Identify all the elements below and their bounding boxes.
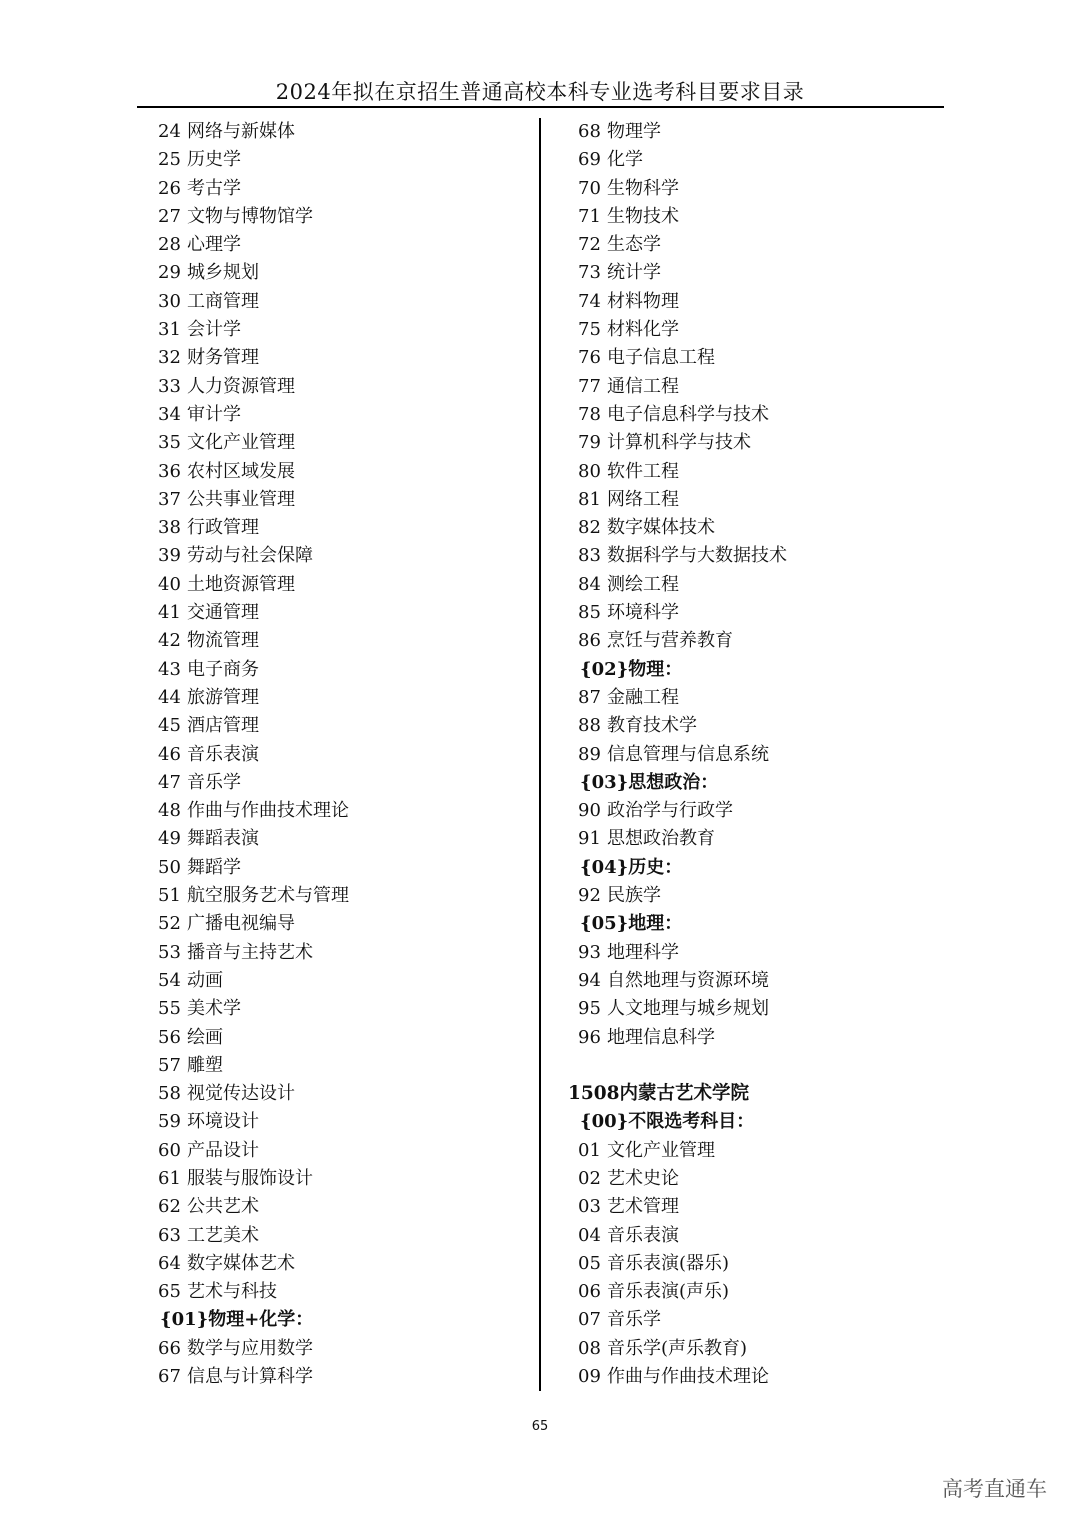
major-number: 58 (158, 1083, 181, 1105)
major-name: 交通管理 (187, 602, 259, 624)
major-name: 旅游管理 (187, 686, 259, 708)
major-number: 33 (158, 375, 181, 397)
major-item (158, 259, 349, 287)
major-item (578, 967, 787, 995)
major-number: 42 (158, 630, 181, 652)
major-number: 93 (578, 941, 601, 963)
major-number: 60 (158, 1139, 181, 1161)
major-name: 艺术管理 (607, 1196, 679, 1218)
major-item (158, 429, 349, 457)
major-item (578, 486, 787, 514)
major-number: 31 (158, 319, 181, 341)
major-name: 文化产业管理 (607, 1139, 715, 1161)
major-name: 服装与服饰设计 (187, 1167, 313, 1189)
major-number: 56 (158, 1026, 181, 1048)
major-name: 动画 (187, 969, 223, 991)
major-item (158, 882, 349, 910)
major-number: 81 (578, 488, 601, 510)
major-number: 68 (578, 121, 601, 142)
major-item (158, 1165, 349, 1193)
major-name: 网络与新媒体 (187, 121, 295, 142)
major-number: 28 (158, 234, 181, 256)
school-code: 1508 (568, 1083, 620, 1105)
major-name: 数字媒体艺术 (187, 1252, 295, 1274)
major-item (578, 259, 787, 287)
major-number: 07 (578, 1309, 601, 1331)
subject-requirement-header (578, 1108, 787, 1136)
major-number: 70 (578, 177, 601, 199)
major-number: 50 (158, 856, 181, 878)
major-number: 87 (578, 686, 601, 708)
major-item (578, 1363, 787, 1391)
major-name: 自然地理与资源环境 (607, 969, 769, 991)
major-item (158, 854, 349, 882)
major-name: 计算机科学与技术 (607, 432, 751, 454)
major-name: 测绘工程 (607, 573, 679, 595)
subject-requirement-label: {04}历史： (580, 856, 683, 878)
blank-line (578, 1052, 787, 1080)
major-number: 72 (578, 234, 601, 256)
major-name: 文化产业管理 (187, 432, 295, 454)
major-name: 物理学 (607, 121, 661, 142)
major-number: 75 (578, 319, 601, 341)
major-number: 59 (158, 1111, 181, 1133)
major-number: 44 (158, 686, 181, 708)
major-name: 舞蹈表演 (187, 828, 259, 850)
major-item (578, 627, 787, 655)
major-number: 29 (158, 262, 181, 284)
major-item (158, 1363, 349, 1391)
major-name: 政治学与行政学 (607, 800, 733, 822)
major-item (578, 344, 787, 372)
major-name: 财务管理 (187, 347, 259, 369)
major-number: 78 (578, 403, 601, 425)
major-number: 88 (578, 715, 601, 737)
major-number: 65 (158, 1281, 181, 1303)
major-item (158, 1080, 349, 1108)
major-name: 视觉传达设计 (187, 1083, 295, 1105)
major-item (158, 1278, 349, 1306)
major-name: 工商管理 (187, 290, 259, 312)
major-item (578, 514, 787, 542)
major-number: 94 (578, 969, 601, 991)
major-number: 53 (158, 941, 181, 963)
major-name: 航空服务艺术与管理 (187, 885, 349, 907)
major-number: 27 (158, 205, 181, 227)
major-name: 土地资源管理 (187, 573, 295, 595)
major-name: 地理信息科学 (607, 1026, 715, 1048)
major-item (158, 825, 349, 853)
major-number: 61 (158, 1167, 181, 1189)
major-item (578, 1193, 787, 1221)
major-number: 64 (158, 1252, 181, 1274)
subject-requirement-label: {05}地理： (580, 913, 683, 935)
major-name: 公共艺术 (187, 1196, 259, 1218)
major-number: 32 (158, 347, 181, 369)
major-name: 地理科学 (607, 941, 679, 963)
major-name: 农村区域发展 (187, 460, 295, 482)
major-number: 26 (158, 177, 181, 199)
major-item (158, 1222, 349, 1250)
major-name: 广播电视编导 (187, 913, 295, 935)
subject-requirement-header (578, 910, 787, 938)
major-name: 音乐学 (187, 771, 241, 793)
major-number: 69 (578, 149, 601, 171)
major-name: 酒店管理 (187, 715, 259, 737)
major-number: 01 (578, 1139, 601, 1161)
major-name: 生物科学 (607, 177, 679, 199)
major-item (158, 712, 349, 740)
major-name: 电子信息工程 (607, 347, 715, 369)
major-number: 02 (578, 1167, 601, 1189)
major-name: 数学与应用数学 (187, 1337, 313, 1359)
major-item (158, 995, 349, 1023)
major-number: 49 (158, 828, 181, 850)
major-item (578, 146, 787, 174)
major-item (578, 373, 787, 401)
major-number: 30 (158, 290, 181, 312)
major-number: 52 (158, 913, 181, 935)
major-number: 41 (158, 602, 181, 624)
major-item (578, 797, 787, 825)
major-name: 心理学 (187, 234, 241, 256)
major-number: 04 (578, 1224, 601, 1246)
major-name: 艺术与科技 (187, 1281, 277, 1303)
major-name: 统计学 (607, 262, 661, 284)
major-item (578, 401, 787, 429)
subject-requirement-header (578, 854, 787, 882)
major-name: 信息与计算科学 (187, 1366, 313, 1388)
major-name: 音乐学(声乐教育) (607, 1337, 748, 1359)
major-item (578, 1222, 787, 1250)
school-heading (568, 1080, 787, 1108)
major-number: 73 (578, 262, 601, 284)
major-number: 84 (578, 573, 601, 595)
major-name: 作曲与作曲技术理论 (607, 1366, 769, 1388)
major-number: 03 (578, 1196, 601, 1218)
major-number: 45 (158, 715, 181, 737)
major-number: 40 (158, 573, 181, 595)
major-item (158, 344, 349, 372)
major-item (578, 684, 787, 712)
major-number: 57 (158, 1054, 181, 1076)
major-item (158, 373, 349, 401)
major-item (158, 627, 349, 655)
subject-requirement-label: {02}物理： (580, 658, 683, 680)
major-number: 09 (578, 1366, 601, 1388)
major-number: 92 (578, 885, 601, 907)
major-item (158, 118, 349, 146)
major-item (578, 316, 787, 344)
title-rule (137, 106, 944, 108)
major-number: 34 (158, 403, 181, 425)
major-name: 信息管理与信息系统 (607, 743, 769, 765)
major-item (158, 656, 349, 684)
major-item (578, 458, 787, 486)
major-number: 67 (158, 1366, 181, 1388)
major-item (578, 995, 787, 1023)
major-name: 通信工程 (607, 375, 679, 397)
major-item (158, 939, 349, 967)
major-item (578, 1024, 787, 1052)
major-number: 82 (578, 517, 601, 539)
major-name: 生态学 (607, 234, 661, 256)
major-item (578, 542, 787, 570)
major-number: 54 (158, 969, 181, 991)
subject-requirement-label: {03}思想政治： (580, 771, 719, 793)
major-name: 民族学 (607, 885, 661, 907)
major-name: 劳动与社会保障 (187, 545, 313, 567)
major-item (578, 1335, 787, 1363)
major-item (158, 146, 349, 174)
major-name: 音乐表演(声乐) (607, 1281, 730, 1303)
major-item (578, 429, 787, 457)
major-name: 审计学 (187, 403, 241, 425)
major-name: 材料化学 (607, 319, 679, 341)
major-number: 43 (158, 658, 181, 680)
major-item (578, 1278, 787, 1306)
major-item (578, 599, 787, 627)
major-name: 电子商务 (187, 658, 259, 680)
major-name: 播音与主持艺术 (187, 941, 313, 963)
major-item (578, 712, 787, 740)
major-number: 06 (578, 1281, 601, 1303)
major-name: 音乐学 (607, 1309, 661, 1331)
major-item (578, 118, 787, 146)
major-item (158, 741, 349, 769)
major-item (158, 967, 349, 995)
major-number: 91 (578, 828, 601, 850)
major-name: 金融工程 (607, 686, 679, 708)
major-name: 工艺美术 (187, 1224, 259, 1246)
major-name: 人文地理与城乡规划 (607, 998, 769, 1020)
document-title: 2024年拟在京招生普通高校本科专业选考科目要求目录 (275, 80, 805, 104)
major-number: 55 (158, 998, 181, 1020)
major-item (158, 514, 349, 542)
major-name: 城乡规划 (187, 262, 259, 284)
major-number: 74 (578, 290, 601, 312)
major-number: 08 (578, 1337, 601, 1359)
major-number: 05 (578, 1252, 601, 1274)
major-item (158, 458, 349, 486)
major-item (158, 1137, 349, 1165)
major-number: 36 (158, 460, 181, 482)
major-item (158, 231, 349, 259)
page-number: 65 (531, 1419, 549, 1434)
major-name: 数字媒体技术 (607, 517, 715, 539)
major-item (158, 1250, 349, 1278)
major-name: 雕塑 (187, 1054, 223, 1076)
column-divider (539, 118, 541, 1391)
major-item (158, 203, 349, 231)
major-item (158, 401, 349, 429)
major-item (158, 288, 349, 316)
major-name: 材料物理 (607, 290, 679, 312)
major-number: 96 (578, 1026, 601, 1048)
major-name: 历史学 (187, 149, 241, 171)
major-item (578, 288, 787, 316)
major-item (158, 1024, 349, 1052)
major-item (158, 1108, 349, 1136)
major-item (158, 797, 349, 825)
major-name: 美术学 (187, 998, 241, 1020)
subject-requirement-header (158, 1306, 349, 1334)
major-item (578, 825, 787, 853)
watermark: 高考直通车 (942, 1477, 1047, 1501)
major-item (578, 1137, 787, 1165)
major-name: 文物与博物馆学 (187, 205, 313, 227)
major-name: 网络工程 (607, 488, 679, 510)
major-item (578, 231, 787, 259)
major-number: 37 (158, 488, 181, 510)
major-number: 83 (578, 545, 601, 567)
major-number: 47 (158, 771, 181, 793)
major-item (158, 1335, 349, 1363)
major-number: 95 (578, 998, 601, 1020)
major-name: 环境设计 (187, 1111, 259, 1133)
major-name: 产品设计 (187, 1139, 259, 1161)
major-name: 考古学 (187, 177, 241, 199)
major-number: 35 (158, 432, 181, 454)
major-number: 77 (578, 375, 601, 397)
major-item (578, 741, 787, 769)
left-column (158, 118, 349, 1391)
major-item (158, 769, 349, 797)
major-item (578, 1165, 787, 1193)
major-item (158, 316, 349, 344)
major-item (158, 486, 349, 514)
major-item (158, 910, 349, 938)
major-number: 66 (158, 1337, 181, 1359)
major-item (158, 542, 349, 570)
major-number: 86 (578, 630, 601, 652)
major-number: 85 (578, 602, 601, 624)
major-name: 会计学 (187, 319, 241, 341)
major-name: 行政管理 (187, 517, 259, 539)
major-number: 51 (158, 885, 181, 907)
major-name: 思想政治教育 (607, 828, 715, 850)
major-name: 音乐表演(器乐) (607, 1252, 730, 1274)
major-number: 80 (578, 460, 601, 482)
major-number: 76 (578, 347, 601, 369)
major-item (158, 1193, 349, 1221)
major-number: 79 (578, 432, 601, 454)
major-number: 39 (158, 545, 181, 567)
major-item (578, 939, 787, 967)
major-item (158, 571, 349, 599)
major-item (578, 1306, 787, 1334)
major-item (578, 203, 787, 231)
major-number: 48 (158, 800, 181, 822)
right-column (568, 118, 787, 1391)
major-name: 数据科学与大数据技术 (607, 545, 787, 567)
major-item (158, 684, 349, 712)
major-name: 公共事业管理 (187, 488, 295, 510)
school-name: 内蒙古艺术学院 (619, 1083, 750, 1105)
major-name: 音乐表演 (187, 743, 259, 765)
major-name: 化学 (607, 149, 643, 171)
major-name: 烹饪与营养教育 (607, 630, 733, 652)
major-name: 软件工程 (607, 460, 679, 482)
major-name: 教育技术学 (607, 715, 697, 737)
major-number: 24 (158, 121, 181, 142)
major-name: 环境科学 (607, 602, 679, 624)
major-number: 63 (158, 1224, 181, 1246)
major-name: 艺术史论 (607, 1167, 679, 1189)
subject-requirement-header (578, 656, 787, 684)
subject-requirement-label: {00}不限选考科目： (580, 1111, 755, 1133)
major-number: 25 (158, 149, 181, 171)
major-number: 62 (158, 1196, 181, 1218)
major-number: 46 (158, 743, 181, 765)
major-name: 人力资源管理 (187, 375, 295, 397)
major-name: 舞蹈学 (187, 856, 241, 878)
major-name: 电子信息科学与技术 (607, 403, 769, 425)
major-name: 物流管理 (187, 630, 259, 652)
subject-requirement-header (578, 769, 787, 797)
major-item (158, 1052, 349, 1080)
major-name: 作曲与作曲技术理论 (187, 800, 349, 822)
major-name: 生物技术 (607, 205, 679, 227)
major-name: 音乐表演 (607, 1224, 679, 1246)
subject-requirement-label: {01}物理+化学： (160, 1309, 314, 1331)
major-item (578, 571, 787, 599)
major-name: 绘画 (187, 1026, 223, 1048)
major-number: 38 (158, 517, 181, 539)
major-number: 90 (578, 800, 601, 822)
major-item (158, 599, 349, 627)
major-item (578, 175, 787, 203)
major-item (578, 882, 787, 910)
major-item (158, 175, 349, 203)
major-item (578, 1250, 787, 1278)
major-number: 71 (578, 205, 601, 227)
major-number: 89 (578, 743, 601, 765)
